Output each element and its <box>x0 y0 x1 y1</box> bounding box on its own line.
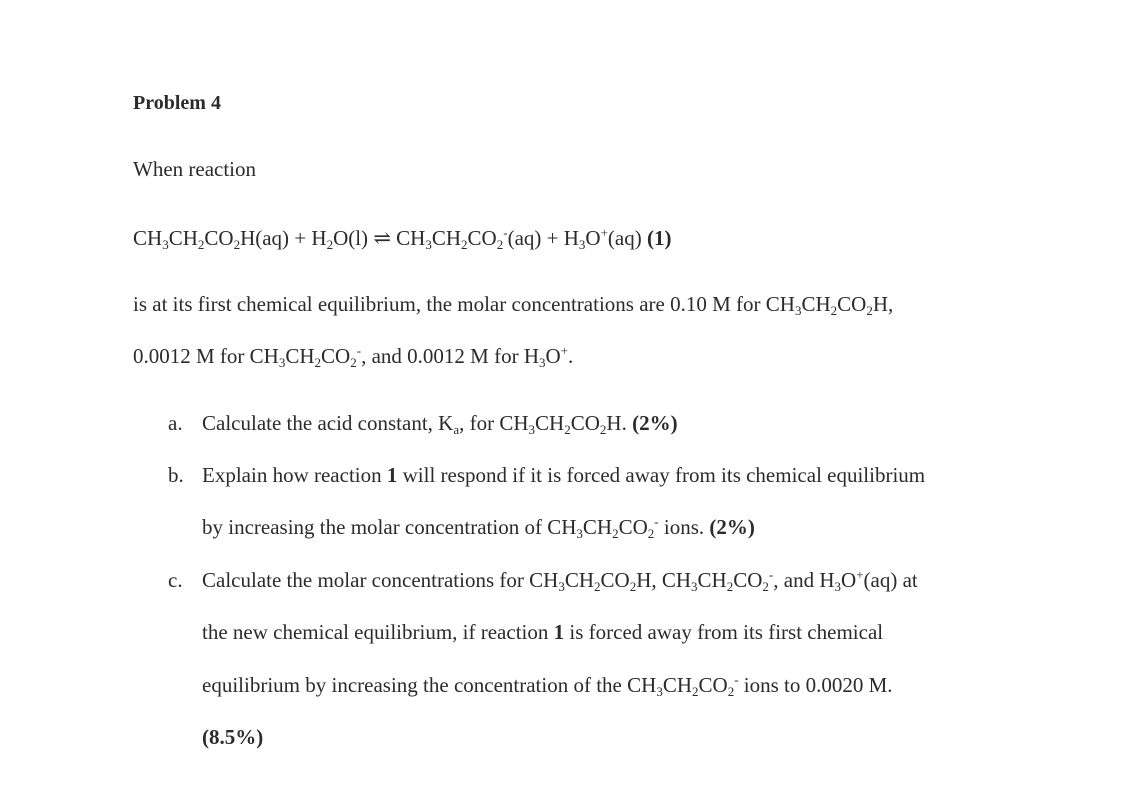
item-c-line-3: equilibrium by increasing the concentration of the $CH_3CH_2CO_2^-$ ions to 0.0020 M. <box>202 672 893 699</box>
reactant-water: $H_2O(l)$ <box>311 226 369 252</box>
reaction-equation: $CH_3CH_2CO_2H(aq) + H_2O(l)$ ⇌ $CH_3CH_2CO_2^-(aq) + H_3O^+(aq)$ (1) <box>133 225 672 252</box>
item-c-marker: c. <box>168 568 183 592</box>
reactant-propanoic-acid: $CH_3CH_2CO_2H(aq)$ <box>133 226 290 252</box>
statement-line-1: is at its first chemical equilibrium, the molar concentrations are 0.10 M for $CH_3CH_2CO_2H$, <box>133 292 894 318</box>
item-a-text: Calculate the acid constant, $K_a$, for $CH_3CH_2CO_2H$. (2%) <box>202 411 678 437</box>
item-a-marker: a. <box>168 411 183 435</box>
intro-text: When reaction <box>133 157 257 181</box>
problem-title: Problem 4 <box>133 92 221 114</box>
item-c-weight: (8.5%) <box>202 725 264 749</box>
equilibrium-arrow-icon: ⇌ <box>368 226 397 250</box>
item-c-line-2: the new chemical equilibrium, if reaction 1 is forced away from its first chemical <box>202 620 884 644</box>
item-c-line-1: Calculate the molar concentrations for $CH_3CH_2CO_2H$, $CH_3CH_2CO_2^-$, and $H_3O^+(aq)$ at <box>202 567 918 594</box>
item-b-line-1: Explain how reaction 1 will respond if it is forced away from its chemical equilibrium <box>202 463 926 487</box>
reaction-label: (1) <box>646 226 672 250</box>
product-propanoate: $CH_3CH_2CO_2^-(aq)$ <box>396 225 542 252</box>
item-b-weight: (2%) <box>709 515 755 539</box>
item-b-line-2: by increasing the molar concentration of $CH_3CH_2CO_2^-$ ions. (2%) <box>202 514 755 541</box>
item-a-weight: (2%) <box>632 411 678 435</box>
product-hydronium: $H_3O^+(aq)$ <box>563 225 642 252</box>
statement-line-2: 0.0012 M for $CH_3CH_2CO_2^-$, and 0.0012 M for $H_3O^+$. <box>133 343 574 370</box>
item-b-marker: b. <box>168 463 184 487</box>
